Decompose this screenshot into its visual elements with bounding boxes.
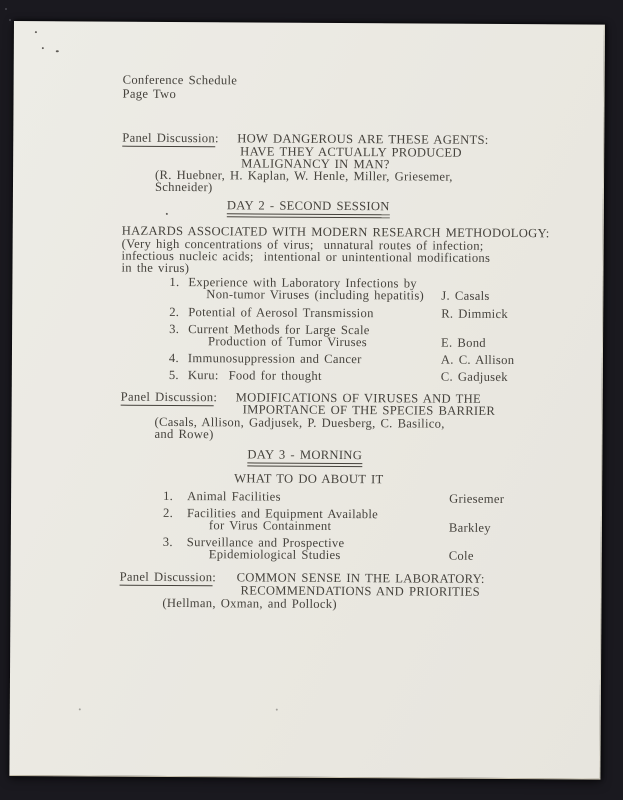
panel2-label [121,391,218,407]
day3-subheading: WHAT TO DO ABOUT IT [234,471,384,487]
agenda-item-line: Animal Facilities [187,489,281,504]
agenda-item-line: Immunosuppression and Cancer [187,351,362,367]
agenda-item-line: Non-tumor Viruses (including hepatitis) [206,287,425,303]
panel3-label [120,571,217,587]
panel1-label-text: Panel Discussion [122,130,216,146]
agenda-item-line: Facilities and Equipment Available [186,506,379,522]
agenda-item-number: 2. [162,505,174,520]
panel1-title-line: HOW DANGEROUS ARE THESE AGENTS: [237,131,489,147]
day2-topic-note-line: infectious nucleic acids; intentional or unintentional modifications [121,248,491,265]
agenda-item-line: Epidemiological Studies [208,547,341,563]
agenda-item-number: 5. [168,367,179,383]
panel2-label-text: Panel Discussion [120,389,214,405]
day3-session-heading-text: DAY 3 - MORNING [247,447,363,463]
agenda-item-number: 3. [169,321,180,337]
panel2-title-line: IMPORTANCE OF THE SPECIES BARRIER [242,402,496,418]
page-header-line2: Page Two [122,86,177,101]
background-speck [5,8,7,10]
panel3-label-colon: : [212,570,217,585]
agenda-item-number: 2. [169,304,180,320]
agenda-item-number: 4. [168,350,180,366]
agenda-item-line: Potential of Aerosol Transmission [188,305,374,321]
panel2-participants-line: and Rowe) [154,426,214,442]
panel1-title-line: MALIGNANCY IN MAN? [241,156,390,172]
panel3-label-text: Panel Discussion [119,569,213,585]
panel2-title-line: MODIFICATIONS OF VIRUSES AND THE [235,390,482,406]
panel3-title-line: RECOMMENDATIONS AND PRIORITIES [240,583,480,599]
panel2-label-colon: : [213,390,218,405]
panel1-label-colon: : [214,131,219,146]
paper-speck [56,50,59,52]
agenda-item-line: Experience with Laboratory Infections by [188,275,417,291]
panel3-title-line: COMMON SENSE IN THE LABORATORY: [236,570,485,586]
paper-speck [276,709,278,711]
panel1-title-line: HAVE THEY ACTUALLY PRODUCED [240,144,462,160]
agenda-item-line: Kuru: Food for thought [187,368,322,383]
day2-topic-note-line: in the virus) [121,260,190,276]
agenda-item-line: for Virus Containment [208,518,332,533]
page-header-line1: Conference Schedule [122,72,238,88]
agenda-item-line: Production of Tumor Viruses [208,334,367,350]
paper-speck [166,213,168,215]
day2-session-heading [227,199,390,218]
paper-speck [79,708,81,710]
speaker-name: Cole [448,548,474,563]
speaker-name: C. Gadjusek [440,369,508,385]
agenda-item-number: 3. [162,534,173,549]
agenda-item-line: Surveillance and Prospective [186,535,345,551]
speaker-name: J. Casals [441,288,490,303]
day3-session-heading [247,448,362,467]
panel3-participants-line: (Hellman, Oxman, and Pollock) [162,595,337,611]
panel1-participants-line: Schneider) [154,179,213,195]
background-speck [9,19,11,21]
panel1-label [122,132,219,148]
panel2-participants-line: (Casals, Allison, Gadjusek, P. Duesberg, C. Basilico, [154,414,445,431]
day2-topic-title: HAZARDS ASSOCIATED WITH MODERN RESEARCH METHODOLOGY: [121,223,550,241]
paper-speck [42,47,44,49]
speaker-name: A. C. Allison [440,352,515,368]
speaker-name: R. Dimmick [441,306,509,322]
speaker-name: Barkley [448,520,491,535]
agenda-item-line: Current Methods for Large Scale [188,322,370,338]
agenda-item-number: 1. [169,274,180,290]
speaker-name: E. Bond [441,335,486,350]
day2-topic-note-line: (Very high concentrations of virus; unnatural routes of infection; [121,236,484,253]
document-page [9,21,605,780]
day2-session-heading-text: DAY 2 - SECOND SESSION [226,198,390,214]
agenda-item-number: 1. [163,488,174,503]
speaker-name: Griesemer [449,491,505,507]
paper-speck [35,31,37,33]
panel1-participants-line: (R. Huebner, H. Kaplan, W. Henle, Miller, Griesemer, [155,167,453,184]
